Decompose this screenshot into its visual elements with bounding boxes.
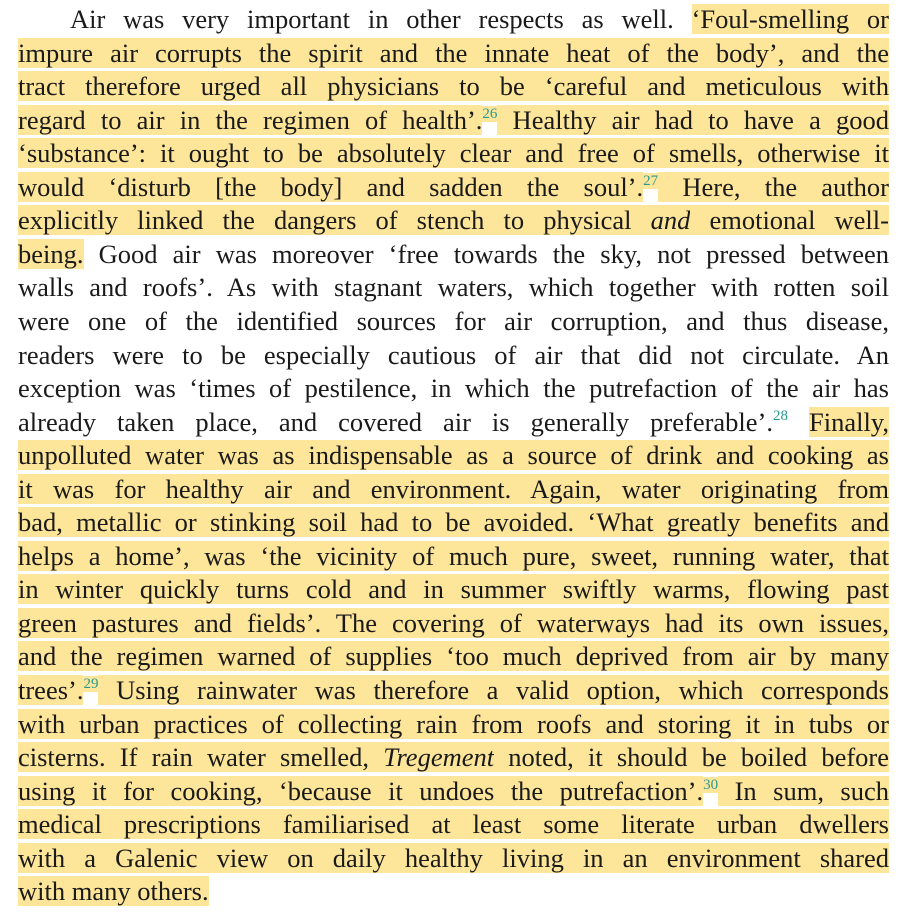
highlighted-text: and the regimen warned of supplies ‘too much deprived from air by many: [18, 641, 889, 672]
text-line: [18, 708, 889, 741]
text-line: [18, 238, 889, 271]
text-line: [18, 808, 889, 841]
highlighted-text: noted, it should be boiled before: [494, 742, 889, 773]
text-segment: Good air was moreover ‘free towards the sky, not pressed between: [83, 238, 889, 269]
highlighted-text: helps a home’, was ‘the vicinity of much pure, sweet, running water, that: [18, 540, 889, 571]
text-line: [18, 473, 889, 506]
text-line: [18, 406, 889, 439]
footnote-marker[interactable]: 26: [482, 105, 498, 122]
highlighted-text: ‘substance’: it ought to be absolutely clear and free of smells, otherwise it: [18, 138, 889, 169]
highlighted-text: ‘Foul-smelling or: [691, 4, 889, 34]
highlighted-text: in winter quickly turns cold and in summer swiftly warms, flowing past: [18, 574, 889, 605]
footnote-marker[interactable]: 27: [643, 172, 659, 189]
highlighted-text: using it for cooking, ‘because it undoes the putrefaction’.: [18, 775, 704, 806]
highlighted-text: trees’.: [18, 675, 84, 705]
text-line: [18, 37, 889, 70]
highlighted-text: impure air corrupts the spirit and the innate heat of the body’, and the: [18, 37, 889, 68]
footnote-marker[interactable]: 28: [773, 407, 788, 424]
highlighted-text: with urban practices of collecting rain from roofs and storing it in tubs or: [18, 708, 889, 739]
footnote-marker[interactable]: 29: [83, 676, 99, 692]
highlighted-text: Using rainwater was therefore a valid option, which corresponds: [98, 675, 889, 705]
text-line: [18, 506, 889, 539]
highlighted-text: bad, metallic or stinking soil had to be avoided. ‘What greatly benefits and: [18, 507, 889, 538]
highlighted-text: In sum, such: [718, 775, 889, 806]
highlighted-text: regard to air in the regimen of health’.: [18, 104, 483, 135]
highlighted-text: Here, the author: [658, 171, 890, 202]
text-line: [18, 875, 889, 908]
text-line: [18, 204, 889, 237]
text-line: [18, 674, 889, 707]
text-line: [18, 775, 889, 808]
highlighted-text: unpolluted water was as indispensable as a source of drink and cooking as: [18, 440, 889, 471]
text-line: [18, 439, 889, 472]
text-line: [18, 540, 889, 573]
text-segment: were one of the identified sources for air corruption, and thus disease,: [18, 305, 889, 336]
text-line: [18, 339, 889, 372]
highlighted-text: with many others.: [18, 876, 209, 907]
text-line: [18, 640, 889, 673]
text-line: [18, 842, 889, 875]
text-segment: exception was ‘times of pestilence, in which the putrefaction of the air has: [18, 373, 889, 404]
highlighted-text: green pastures and fields’. The covering of waterways had its own issues,: [18, 607, 889, 638]
highlighted-text: Finally,: [809, 406, 889, 437]
highlighted-text: being.: [18, 238, 84, 269]
text-segment: Air was very important in other respects as well.: [18, 4, 692, 34]
text-line: [18, 741, 889, 774]
text-line: [18, 171, 889, 204]
highlighted-text: explicitly linked the dangers of stench to physical: [18, 205, 651, 236]
highlighted-text: with a Galenic view on daily healthy living in an environment shared: [18, 842, 889, 873]
text-line: [18, 3, 889, 36]
highlighted-text: cisterns. If rain water smelled,: [18, 742, 384, 773]
highlighted-text: and: [650, 205, 691, 236]
text-line: [18, 372, 889, 405]
footnote-marker[interactable]: 30: [703, 776, 719, 793]
text-line: [18, 70, 889, 103]
highlighted-text: tract therefore urged all physicians to be ‘careful and meticulous with: [18, 71, 889, 102]
text-segment: already taken place, and covered air is generally preferable’.: [18, 406, 773, 437]
text-line: [18, 607, 889, 640]
text-segment: readers were to be especially cautious of air that did not circulate. An: [18, 339, 889, 370]
highlighted-text: emotional well-: [690, 205, 889, 236]
highlighted-text: it was for healthy air and environment. Again, water originating from: [18, 473, 889, 504]
highlighted-text: medical prescriptions familiarised at least some literate urban dwellers: [18, 809, 889, 840]
text-line: [18, 137, 889, 170]
text-line: [18, 305, 889, 338]
text-segment: walls and roofs’. As with stagnant waters, which together with rotten soil: [18, 272, 889, 303]
text-line: [18, 271, 889, 304]
highlighted-text: would ‘disturb [the body] and sadden the soul’.: [18, 171, 644, 202]
text-line: [18, 573, 889, 606]
text-line: [18, 104, 889, 137]
highlighted-text: Healthy air had to have a good: [497, 104, 889, 135]
text-segment: [788, 407, 809, 437]
highlighted-text: Tregement: [383, 742, 495, 773]
